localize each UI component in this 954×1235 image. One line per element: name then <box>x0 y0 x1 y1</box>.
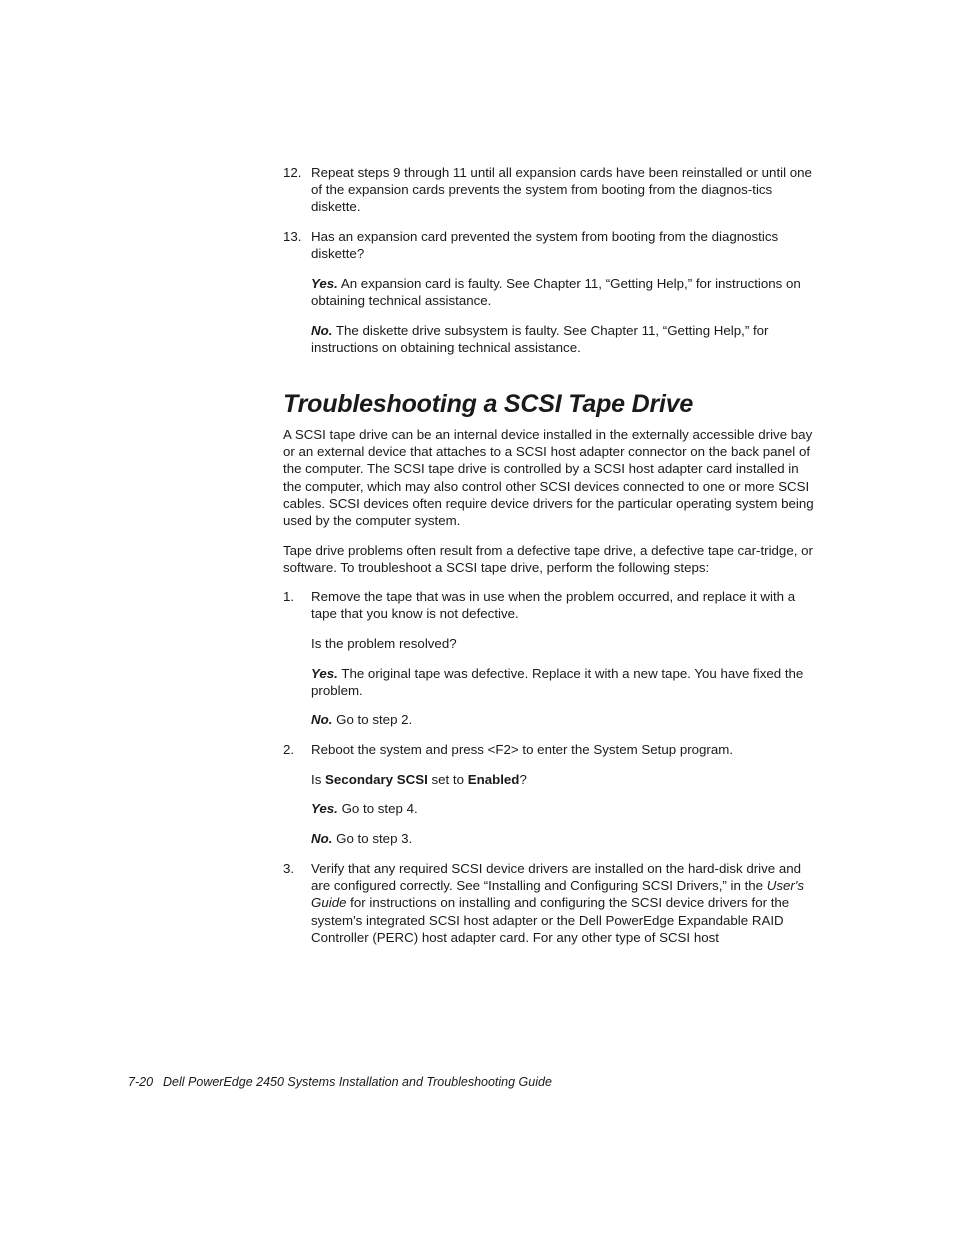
step-number: 12. <box>283 165 302 180</box>
step-number: 2. <box>283 742 295 757</box>
book-title: User's Guide <box>311 878 805 911</box>
intro-paragraph-2: Tape drive problems often result from a defective tape drive, a defective tape car-tridge, or software. To troubleshoot a SCSI tape drive, perform the following steps: <box>283 543 813 576</box>
step-number: 1. <box>283 589 295 604</box>
step-text-part: Verify that any required SCSI device drivers are installed on the hard-disk drive and are configured correctly. See “Installing and Configuring SCSI Drivers,” in the <box>311 861 802 894</box>
question-prefix: Is <box>311 772 326 787</box>
yes-label: Yes. <box>311 666 338 681</box>
step-text <box>311 860 816 946</box>
yes-text: The original tape was defective. Replace it with a new tape. You have fixed the problem. <box>311 666 804 699</box>
footer-title: Dell PowerEdge 2450 Systems Installation and Troubleshooting Guide <box>163 1075 552 1089</box>
no-answer <box>311 711 816 728</box>
no-text: The diskette drive subsystem is faulty. See Chapter 11, “Getting Help,” for instructions on obtaining technical assistance. <box>311 323 769 356</box>
yes-answer <box>311 665 816 699</box>
step-question <box>311 771 816 788</box>
yes-label: Yes. <box>311 801 338 816</box>
yes-answer <box>311 275 816 309</box>
intro-paragraph-1: A SCSI tape drive can be an internal device installed in the externally accessible drive bay or an external device that attaches to a SCSI host adapter connector on the back panel of the computer. The SCSI tape drive is controlled by a SCSI host adapter card installed in the computer, which may also control other SCSI devices connected to one or more SCSI cables. SCSI devices often require device drivers for the particular operating system being used by the computer system. <box>283 427 814 529</box>
no-answer <box>311 830 816 847</box>
question-middle: set to <box>427 772 468 787</box>
no-label: No. <box>311 712 333 727</box>
yes-answer <box>311 800 816 817</box>
step-text: Reboot the system and press <F2> to enter the System Setup program. <box>311 742 734 757</box>
setting-value: Enabled <box>467 772 520 787</box>
step-number: 13. <box>283 229 302 244</box>
no-answer <box>311 322 816 356</box>
step-text: Repeat steps 9 through 11 until all expansion cards have been reinstalled or until one of the expansion cards prevents the system from booting from the diagnos-tics diskette. <box>311 165 812 215</box>
yes-text: An expansion card is faulty. See Chapter 11, “Getting Help,” for instructions on obtaining technical assistance. <box>311 276 801 309</box>
question-suffix: ? <box>519 772 527 787</box>
step-number: 3. <box>283 861 295 876</box>
step-question: Is the problem resolved? <box>311 636 457 651</box>
yes-text: Go to step 4. <box>337 801 418 816</box>
page-footer <box>128 1074 552 1091</box>
page-number: 7-20 <box>128 1075 154 1089</box>
no-label: No. <box>311 323 333 338</box>
no-text: Go to step 2. <box>332 712 413 727</box>
section-title: Troubleshooting a SCSI Tape Drive <box>283 390 694 418</box>
no-label: No. <box>311 831 333 846</box>
step-text: Has an expansion card prevented the system from booting from the diagnostics diskette? <box>311 229 779 262</box>
yes-label: Yes. <box>311 276 338 291</box>
step-text: Remove the tape that was in use when the problem occurred, and replace it with a tape that you know is not defective. <box>311 589 796 622</box>
step-text-part: for instructions on installing and configuring the SCSI device drivers for the system's integrated SCSI host adapter or the Dell PowerEdge Expandable RAID Controller (PERC) host adapter card. For any other type of SCSI host <box>311 895 790 945</box>
no-text: Go to step 3. <box>332 831 413 846</box>
setting-name: Secondary SCSI <box>325 772 428 787</box>
